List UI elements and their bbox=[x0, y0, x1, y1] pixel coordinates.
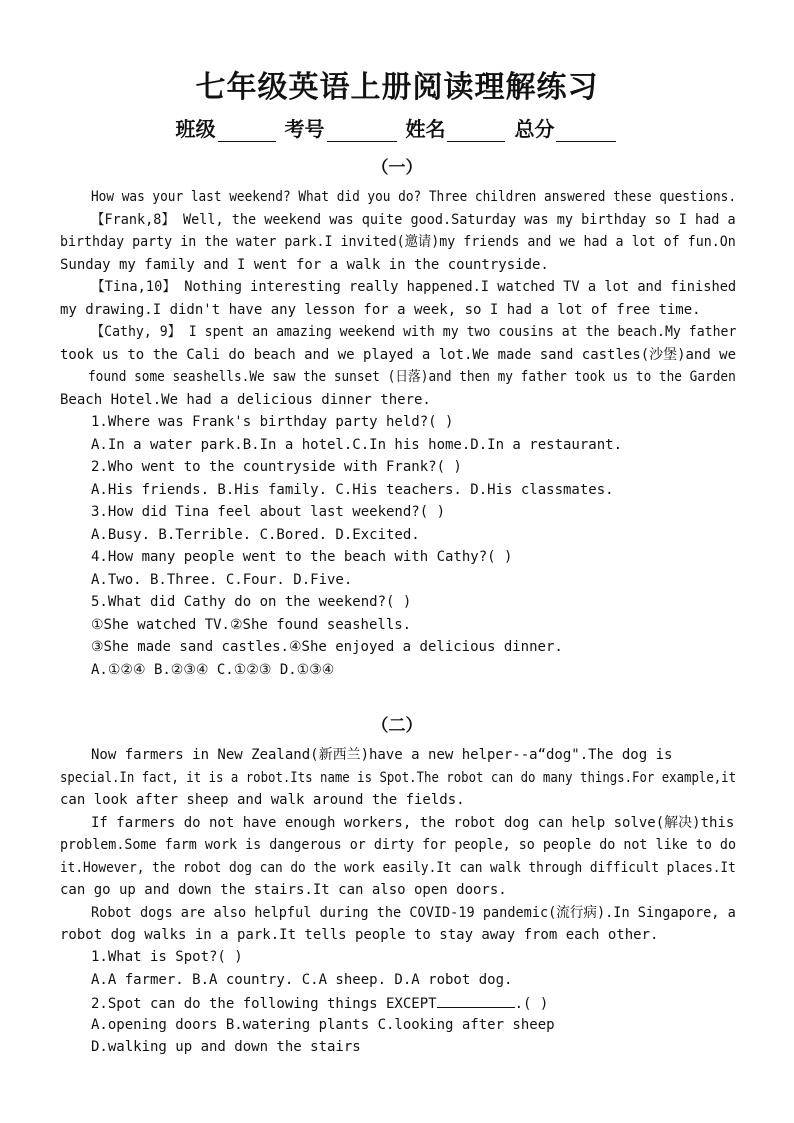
passage-line: can go up and down the stairs.It can also open doors. bbox=[60, 882, 507, 898]
passage-line: 【Cathy, 9】 I spent an amazing weekend with my two cousins at the beach.My father bbox=[91, 324, 737, 340]
question-text: 5.What did Cathy do on the weekend?( ) bbox=[91, 594, 412, 610]
score-field[interactable] bbox=[556, 121, 616, 142]
question-text: 3.How did Tina feel about last weekend?( ) bbox=[91, 504, 446, 520]
passage-line: How was your last weekend? What did you do? Three children answered these questions. bbox=[91, 189, 737, 205]
exam-no-label: 考号 bbox=[284, 117, 325, 141]
question-text: 1.Where was Frank's birthday party held?( ) bbox=[91, 414, 454, 430]
passage-line: it.However, the robot dog can do the work easily.It can walk through difficult places.It bbox=[60, 860, 736, 876]
passage-line: If farmers do not have enough workers, the robot dog can help solve(解决)this bbox=[91, 815, 735, 831]
answer-options: A.①②④ B.②③④ C.①②③ D.①③④ bbox=[91, 662, 335, 678]
section-2-heading: （二） bbox=[371, 716, 423, 736]
page-title: 七年级英语上册阅读理解练习 bbox=[195, 70, 599, 105]
section-1-heading: （一） bbox=[371, 158, 423, 178]
class-label: 班级 bbox=[175, 117, 216, 141]
answer-blank[interactable] bbox=[437, 993, 515, 1008]
answer-options: A.opening doors B.watering plants C.looking after sheep bbox=[91, 1017, 555, 1033]
answer-statement: ③She made sand castles.④She enjoyed a delicious dinner. bbox=[91, 639, 563, 655]
passage-line: Robot dogs are also helpful during the COVID-19 pandemic(流行病).In Singapore, a bbox=[91, 905, 736, 921]
passage-line: Sunday my family and I went for a walk in the countryside. bbox=[60, 257, 549, 273]
score-label: 总分 bbox=[514, 117, 555, 141]
passage-line: my drawing.I didn't have any lesson for a week, so I had a lot of free time. bbox=[60, 302, 701, 318]
passage-line: found some seashells.We saw the sunset (日落)and then my father took us to the Garden bbox=[88, 369, 736, 385]
question-text: 1.What is Spot?( ) bbox=[91, 949, 243, 965]
passage-line: robot dog walks in a park.It tells people to stay away from each other. bbox=[60, 927, 659, 943]
name-label: 姓名 bbox=[405, 117, 446, 141]
answer-options: A.Two. B.Three. C.Four. D.Five. bbox=[91, 572, 353, 588]
name-field[interactable] bbox=[447, 121, 505, 142]
answer-options: A.His friends. B.His family. C.His teachers. D.His classmates. bbox=[91, 482, 614, 498]
question-stem: 2.Spot can do the following things EXCEPT bbox=[91, 996, 437, 1012]
passage-line: 【Tina,10】 Nothing interesting really happened.I watched TV a lot and finished bbox=[91, 279, 737, 295]
answer-options: A.A farmer. B.A country. C.A sheep. D.A robot dog. bbox=[91, 972, 513, 988]
passage-line: Now farmers in New Zealand(新西兰)have a new helper--a“dog".The dog is bbox=[91, 747, 673, 763]
passage-line: can look after sheep and walk around the fields. bbox=[60, 792, 465, 808]
exam-no-field[interactable] bbox=[327, 121, 397, 142]
class-field[interactable] bbox=[218, 121, 276, 142]
passage-line: problem.Some farm work is dangerous or dirty for people, so people do not like to do bbox=[60, 837, 737, 853]
passage-line: 【Frank,8】 Well, the weekend was quite good.Saturday was my birthday so I had a bbox=[91, 212, 736, 228]
passage-line: birthday party in the water park.I invited(邀请)my friends and we had a lot of fun.On bbox=[60, 234, 736, 250]
question-text: 4.How many people went to the beach with Cathy?( ) bbox=[91, 549, 513, 565]
question-text bbox=[91, 993, 548, 1013]
passage-line: took us to the Cali do beach and we played a lot.We made sand castles(沙堡)and we bbox=[60, 347, 737, 363]
question-text: 2.Who went to the countryside with Frank?( ) bbox=[91, 459, 462, 475]
answer-options: A.In a water park.B.In a hotel.C.In his home.D.In a restaurant. bbox=[91, 437, 623, 453]
passage-line: special.In fact, it is a robot.Its name is Spot.The robot can do many things.For example,it bbox=[60, 770, 737, 786]
question-tail: .( ) bbox=[514, 996, 549, 1012]
student-info-line bbox=[0, 113, 794, 142]
passage-line: Beach Hotel.We had a delicious dinner there. bbox=[60, 392, 431, 408]
answer-options: D.walking up and down the stairs bbox=[91, 1039, 361, 1055]
answer-options: A.Busy. B.Terrible. C.Bored. D.Excited. bbox=[91, 527, 420, 543]
answer-statement: ①She watched TV.②She found seashells. bbox=[91, 617, 412, 633]
